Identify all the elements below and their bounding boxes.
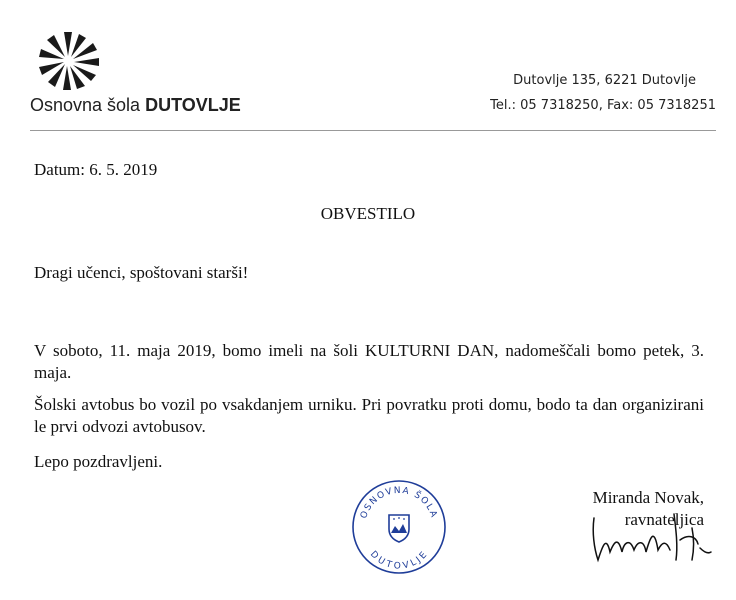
school-stamp bbox=[349, 477, 449, 577]
school-name-prefix: Osnovna šola bbox=[30, 95, 141, 115]
signer-name: Miranda Novak, bbox=[592, 488, 704, 507]
letter-title: OBVESTILO bbox=[320, 204, 416, 223]
letter-greeting: Dragi učenci, spoštovani starši! bbox=[34, 263, 249, 282]
coat-of-arms-icon bbox=[389, 515, 409, 542]
letter-closing: Lepo pozdravljeni. bbox=[34, 452, 163, 471]
stamp-top-text: OSNOVNA ŠOLA bbox=[359, 485, 439, 521]
letter-paragraph-2: Šolski avtobus bo vozil po vsakdanjem urniku. Pri povratku proti domu, bodo ta dan organizirani le prvi odvozi avtobusov. bbox=[34, 395, 704, 436]
school-emblem-icon bbox=[36, 30, 102, 92]
header-divider bbox=[30, 130, 716, 131]
school-address: Dutovlje 135, 6221 Dutovlje bbox=[513, 73, 696, 88]
letter-paragraph-1: V soboto, 11. maja 2019, bomo imeli na šoli KULTURNI DAN, nadomeščali bomo petek, 3. maja. bbox=[34, 341, 704, 382]
handwritten-signature bbox=[588, 508, 713, 566]
school-name-bold: DUTOVLJE bbox=[145, 95, 241, 115]
stamp-bottom-text: DUTOVLJE bbox=[367, 549, 431, 572]
signer-role: ravnateljica bbox=[624, 510, 704, 529]
school-name bbox=[30, 95, 241, 116]
school-contact: Tel.: 05 7318250, Fax: 05 7318251 bbox=[490, 98, 716, 113]
letter-date: Datum: 6. 5. 2019 bbox=[34, 160, 158, 179]
